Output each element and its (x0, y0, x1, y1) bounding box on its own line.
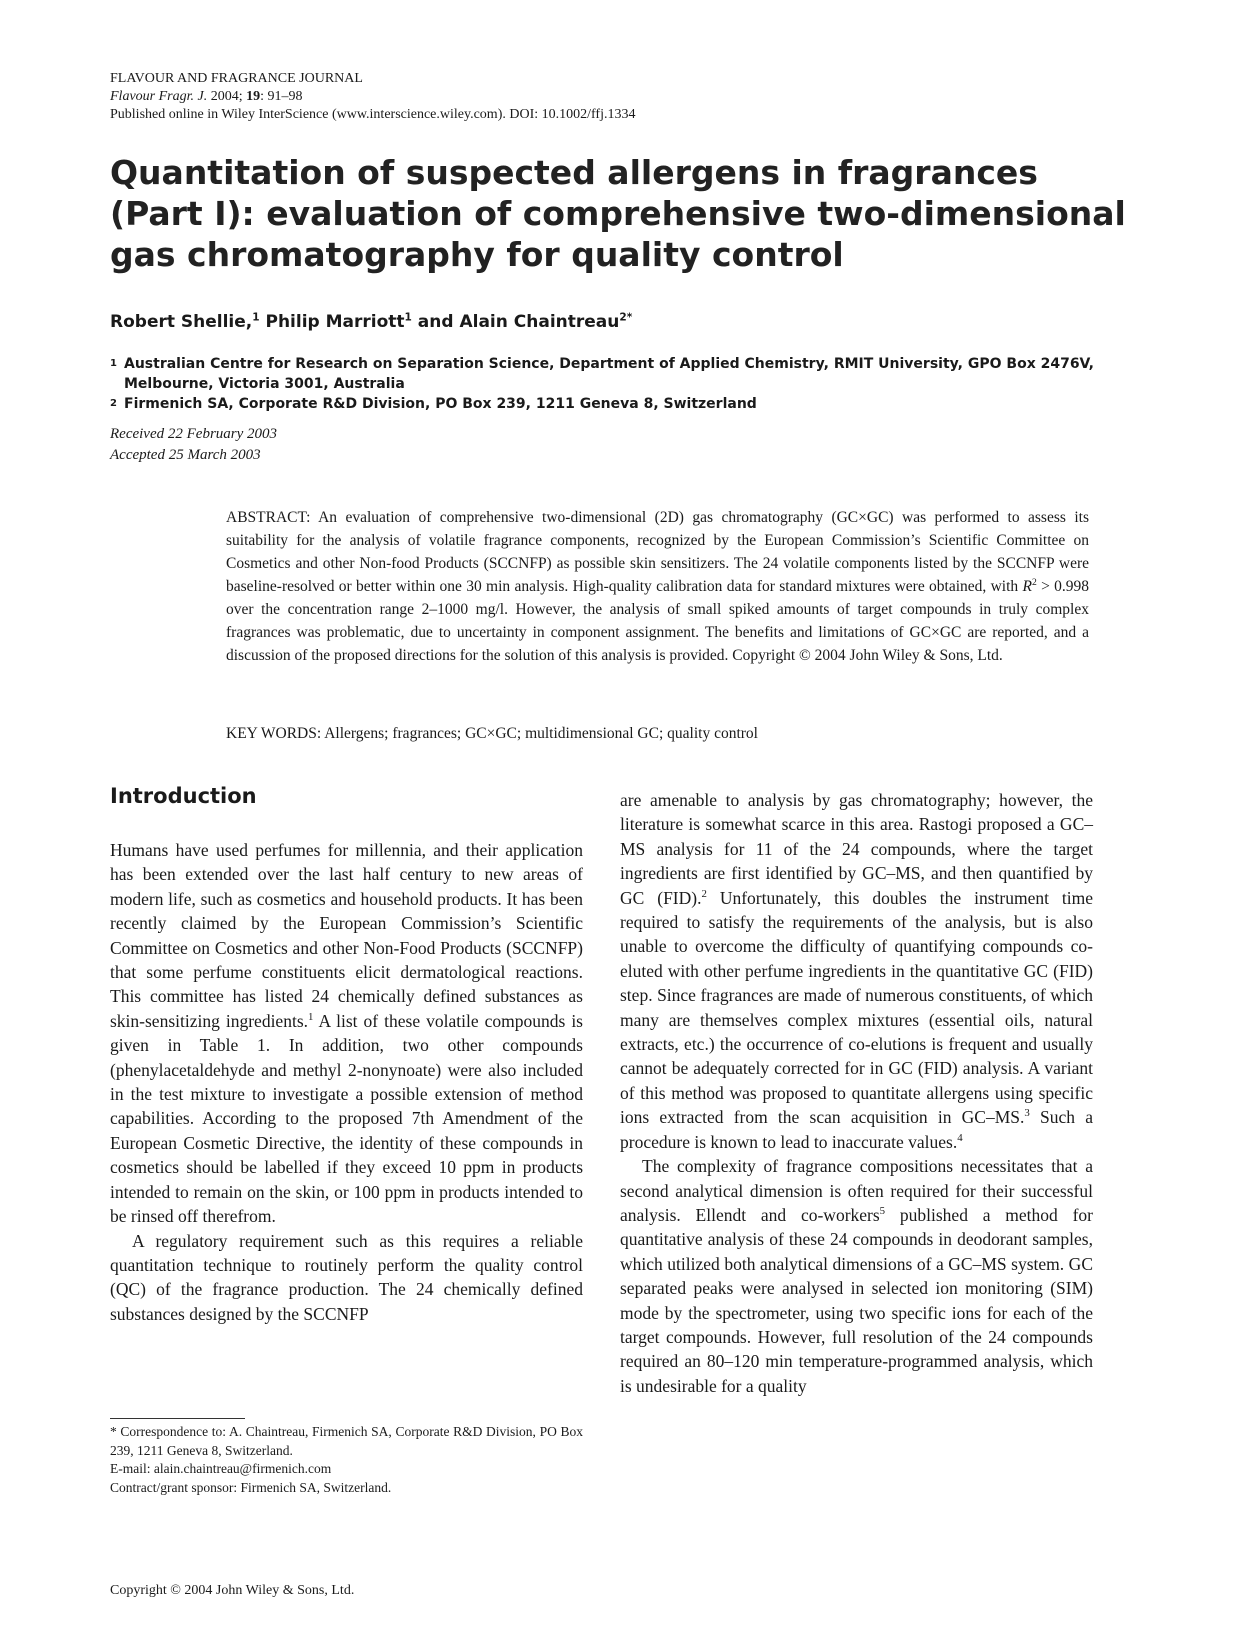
accepted-date: Accepted 25 March 2003 (110, 447, 261, 463)
journal-citation (110, 88, 635, 106)
right-column (620, 788, 1093, 1398)
paragraph-text: Unfortunately, this doubles the instrument time required to satisfy the requirements of the analysis, but is also unable to overcome the difficulty of quantifying compounds co-eluted with other perfume ingredients in the quantitative GC (FID) step. Since fragrances are made of numerous constituents, of which many are themselves complex mixtures (essential oils, natural extracts, etc.) the occurrence of co-elutions is frequent and usually cannot be adequately corrected for in GC (FID) analysis. A variant of this method was proposed to quantitate allergens using specific ions extracted from the scan acquisition in GC–MS. (620, 887, 1093, 1128)
left-column (110, 838, 583, 1326)
abstract-label: ABSTRACT: (226, 509, 311, 526)
paragraph-text: The complexity of fragrance compositions necessitates that a second analytical dimension is often required for their successful analysis. Ellendt and co-workers (620, 1156, 1093, 1225)
footnote (110, 1423, 583, 1497)
article-dates (110, 424, 277, 466)
footnote-divider (110, 1418, 245, 1419)
paragraph-text: published a method for quantitative analysis of these 24 compounds in deodorant samples, which utilized both analytical dimensions of a GC–MS system. GC separated peaks were analysed in selected ion monitoring (SIM) mode by the spectrometer, using two specific ions for each of the target compounds. However, full resolution of the 24 compounds required an 80–120 min temperature-programmed analysis, which is undesirable for a quality (620, 1204, 1093, 1396)
author-name: Philip Marriott (265, 312, 405, 332)
published-online: Published online in Wiley InterScience (www.interscience.wiley.com). DOI: 10.1002/ffj.1334 (110, 107, 636, 122)
author-name: Alain Chaintreau (459, 312, 620, 332)
affiliation-line: Australian Centre for Research on Separation Science, Department of Applied Chemistry, RMIT University, GPO Box 2476V, (124, 356, 1094, 372)
citation-abbrev: Flavour Fragr. J. (110, 89, 208, 104)
reference-mark: 3 (1024, 1107, 1030, 1120)
citation-year: 2004; (210, 89, 243, 104)
reference-mark: 4 (957, 1131, 963, 1144)
author-affil-mark: 1 (404, 311, 412, 324)
affiliation-line: Melbourne, Victoria 3001, Australia (124, 376, 405, 392)
abstract (226, 506, 1089, 667)
paragraph: A regulatory requirement such as this requires a reliable quantitation technique to routinely perform the quality control (QC) of the fragrance production. The 24 chemically defined substances designed by the SCCNFP (110, 1230, 583, 1324)
email-note: E-mail: alain.chaintreau@firmenich.com (110, 1461, 332, 1476)
citation-pages: : 91–98 (260, 89, 303, 104)
grant-note: Contract/grant sponsor: Firmenich SA, Switzerland. (110, 1479, 392, 1495)
paragraph-text: are amenable to analysis by gas chromatography; however, the literature is somewhat scarce in this area. Rastogi proposed a GC–MS analysis for 11 of the 24 compounds, where the target ingredients are first identified by GC–MS, and then quantified by GC (FID). (620, 790, 1093, 908)
r-squared-symbol: R (1022, 578, 1032, 595)
affiliation-number: 2 (110, 398, 117, 409)
paragraph-text: A list of these volatile compounds is given in Table 1. In addition, two other compounds (phenylacetaldehyde and methyl 2-nonynoate) were also included in the test mixture to investigate a possible extension of method capabilities. According to the proposed 7th Amendment of the European Cosmetic Directive, the identity of these compounds in cosmetics should be labelled if they exceed 10 ppm in products intended to remain on the skin, or 100 ppm in products intended to be rinsed off therefrom. (110, 1010, 583, 1227)
author-conjunction: and (417, 312, 454, 332)
abstract-text: An evaluation of comprehensive two-dimensional (2D) gas chromatography (GC×GC) was performed to assess its suitability for the analysis of volatile fragrance components, recognized by the European Commission’s Scientific Committee on Cosmetics and other Non-food Products (SCCNFP) as possible skin sensitizers. The 24 volatile components listed by the SCCNFP were baseline-resolved or better within one 30 min analysis. High-quality calibration data for standard mixtures were obtained, with (226, 509, 1089, 595)
journal-name: FLAVOUR AND FRAGRANCE JOURNAL (110, 71, 363, 86)
keywords-label: KEY WORDS: (226, 725, 322, 742)
received-date: Received 22 February 2003 (110, 426, 278, 442)
paragraph-text: Such a procedure is known to lead to inaccurate values. (620, 1107, 1093, 1152)
page-footer-copyright: Copyright © 2004 John Wiley & Sons, Ltd. (110, 1583, 355, 1598)
affiliation-1 (110, 354, 1094, 394)
affiliation-line: Firmenich SA, Corporate R&D Division, PO Box 239, 1211 Geneva 8, Switzerland (124, 396, 757, 412)
paragraph (110, 838, 583, 1229)
correspondence-note: * Correspondence to: A. Chaintreau, Firmenich SA, Corporate R&D Division, PO Box 239, 1211 Geneva 8, Switzerland. (110, 1424, 583, 1458)
affiliation-2 (110, 394, 757, 414)
section-heading-introduction: Introduction (110, 784, 257, 808)
affiliation-number: 1 (110, 358, 117, 369)
r-squared-exponent: 2 (1031, 576, 1037, 588)
citation-volume: 19 (246, 89, 261, 104)
keywords (226, 722, 1089, 745)
keywords-text: Allergens; fragrances; GC×GC; multidimensional GC; quality control (324, 725, 758, 742)
article-title: Quantitation of suspected allergens in fragrances (Part I): evaluation of comprehensive two-dimensional gas chromatography for quality control (110, 153, 1126, 274)
reference-mark: 1 (308, 1011, 314, 1024)
reference-mark: 5 (879, 1205, 886, 1218)
reference-mark: 2 (701, 887, 707, 900)
paragraph-text: Humans have used perfumes for millennia, and their application has been extended over the last half century to new areas of modern life, such as cosmetics and household products. It has been recently claimed by the European Commission’s Scientific Committee on Cosmetics and other Non-Food Products (SCCNFP) that some perfume constituents elicit dermatological reactions. This committee has listed 24 chemically defined substances as skin-sensitizing ingredients. (110, 840, 583, 1031)
author-name: Robert Shellie, (110, 312, 253, 332)
journal-header (110, 70, 635, 124)
paragraph (620, 1154, 1093, 1398)
abstract-text: > 0.998 over the concentration range 2–1000 mg/l. However, the analysis of small spiked amounts of target compounds in truly complex fragrances was problematic, due to uncertainty in component assignment. The benefits and limitations of GC×GC are reported, and a discussion of the proposed directions for the solution of this analysis is provided. Copyright © 2004 John Wiley & Sons, Ltd. (226, 578, 1090, 664)
author-affil-mark: 2* (619, 311, 633, 324)
author-affil-mark: 1 (252, 311, 260, 324)
author-list (110, 312, 632, 332)
paragraph (620, 788, 1093, 1154)
